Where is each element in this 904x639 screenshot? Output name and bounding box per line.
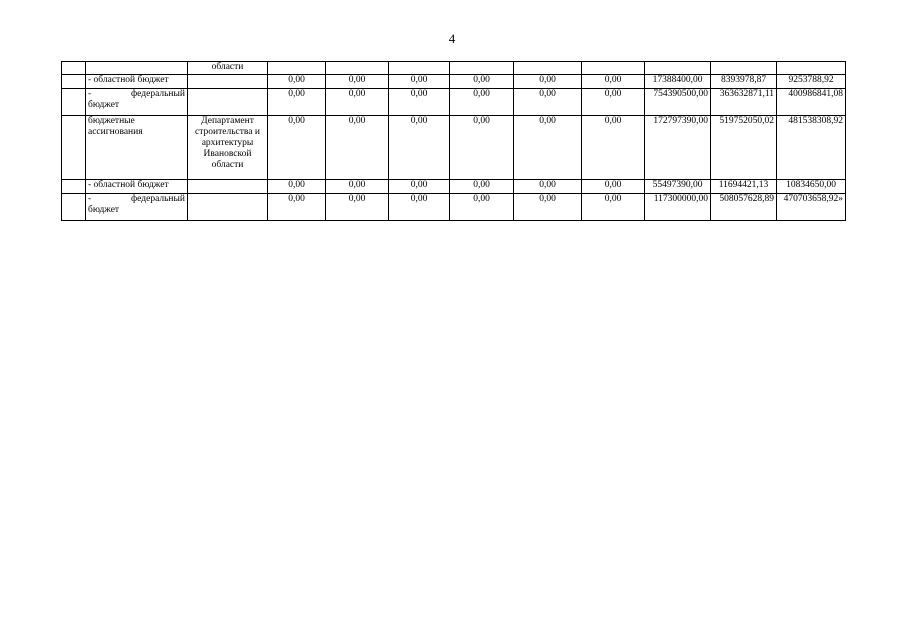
value-cell: 0,00 [450,89,514,116]
total-cell [645,62,711,75]
budget-table [61,61,846,221]
value-cell: 0,00 [389,194,450,221]
org-line: архитектуры [201,138,254,148]
row-label [86,116,188,180]
value-cell: 0,00 [326,116,389,180]
value-cell: 0,00 [514,75,582,89]
value-cell [450,62,514,75]
table-row [62,62,846,75]
total-cell: 17388400,00 [645,75,711,89]
label-word: федеральный [131,89,185,99]
total-cell [777,62,846,75]
value-cell: 0,00 [268,116,326,180]
total-cell: 11694421,13 [711,180,777,194]
value-cell [389,62,450,75]
total-cell: 172797390,00 [645,116,711,180]
table-row [62,116,846,180]
value-cell [326,62,389,75]
label-dash: - [88,194,92,204]
value-cell: 0,00 [514,180,582,194]
total-cell: 508057628,89 [711,194,777,221]
row-label: - областной бюджет [86,180,188,194]
label-line1: бюджетные [88,116,135,126]
total-cell: 55497390,00 [645,180,711,194]
row-number-cell [62,116,86,180]
org-line: Департамент [201,116,254,126]
total-cell: 117300000,00 [645,194,711,221]
value-cell: 0,00 [582,194,645,221]
total-cell: 10834650,00 [777,180,846,194]
row-number-cell [62,89,86,116]
total-cell: 400986841,08 [777,89,846,116]
label-line2: ассигнования [88,127,143,137]
row-number-cell [62,62,86,75]
responsible-org [188,75,268,89]
org-line: строительства и [195,127,260,137]
value-cell: 0,00 [582,180,645,194]
value-cell: 0,00 [450,75,514,89]
row-label: - областной бюджет [86,75,188,89]
value-cell: 0,00 [450,116,514,180]
value-cell: 0,00 [326,194,389,221]
table-row [62,194,846,221]
org-line: области [211,160,244,170]
total-cell: 754390500,00 [645,89,711,116]
value-cell: 0,00 [389,116,450,180]
value-cell: 0,00 [268,180,326,194]
value-cell: 0,00 [582,89,645,116]
row-number-cell [62,75,86,89]
responsible-org [188,194,268,221]
value-cell: 0,00 [389,180,450,194]
org-line: Ивановской [203,149,252,159]
table-row [62,75,846,89]
value-cell: 0,00 [389,89,450,116]
table-row [62,89,846,116]
value-cell: 0,00 [450,194,514,221]
table-row [62,180,846,194]
value-cell [582,62,645,75]
label-dash: - [88,89,92,99]
responsible-org [188,89,268,116]
value-cell: 0,00 [514,89,582,116]
value-cell: 0,00 [514,194,582,221]
value-cell: 0,00 [582,116,645,180]
value-cell: 0,00 [582,75,645,89]
row-label [86,89,188,116]
value-cell: 0,00 [268,194,326,221]
total-cell: 470703658,92» [777,194,846,221]
label-line2: бюджет [88,100,120,110]
total-cell: 8393978,87 [711,75,777,89]
total-cell: 9253788,92 [777,75,846,89]
page-number: 4 [448,31,456,46]
total-cell: 363632871,11 [711,89,777,116]
label-word: федеральный [131,194,185,204]
value-cell: 0,00 [268,75,326,89]
total-cell: 481538308,92 [777,116,846,180]
total-cell: 519752050,02 [711,116,777,180]
row-label [86,62,188,75]
row-number-cell [62,180,86,194]
total-cell [711,62,777,75]
row-label [86,194,188,221]
row-number-cell [62,194,86,221]
value-cell: 0,00 [326,89,389,116]
value-cell: 0,00 [450,180,514,194]
responsible-org [188,180,268,194]
value-cell: 0,00 [514,116,582,180]
value-cell: 0,00 [389,75,450,89]
value-cell [514,62,582,75]
responsible-org [188,116,268,180]
value-cell: 0,00 [268,89,326,116]
label-line2: бюджет [88,205,120,215]
value-cell [268,62,326,75]
responsible-org: области [188,62,268,75]
value-cell: 0,00 [326,180,389,194]
value-cell: 0,00 [326,75,389,89]
